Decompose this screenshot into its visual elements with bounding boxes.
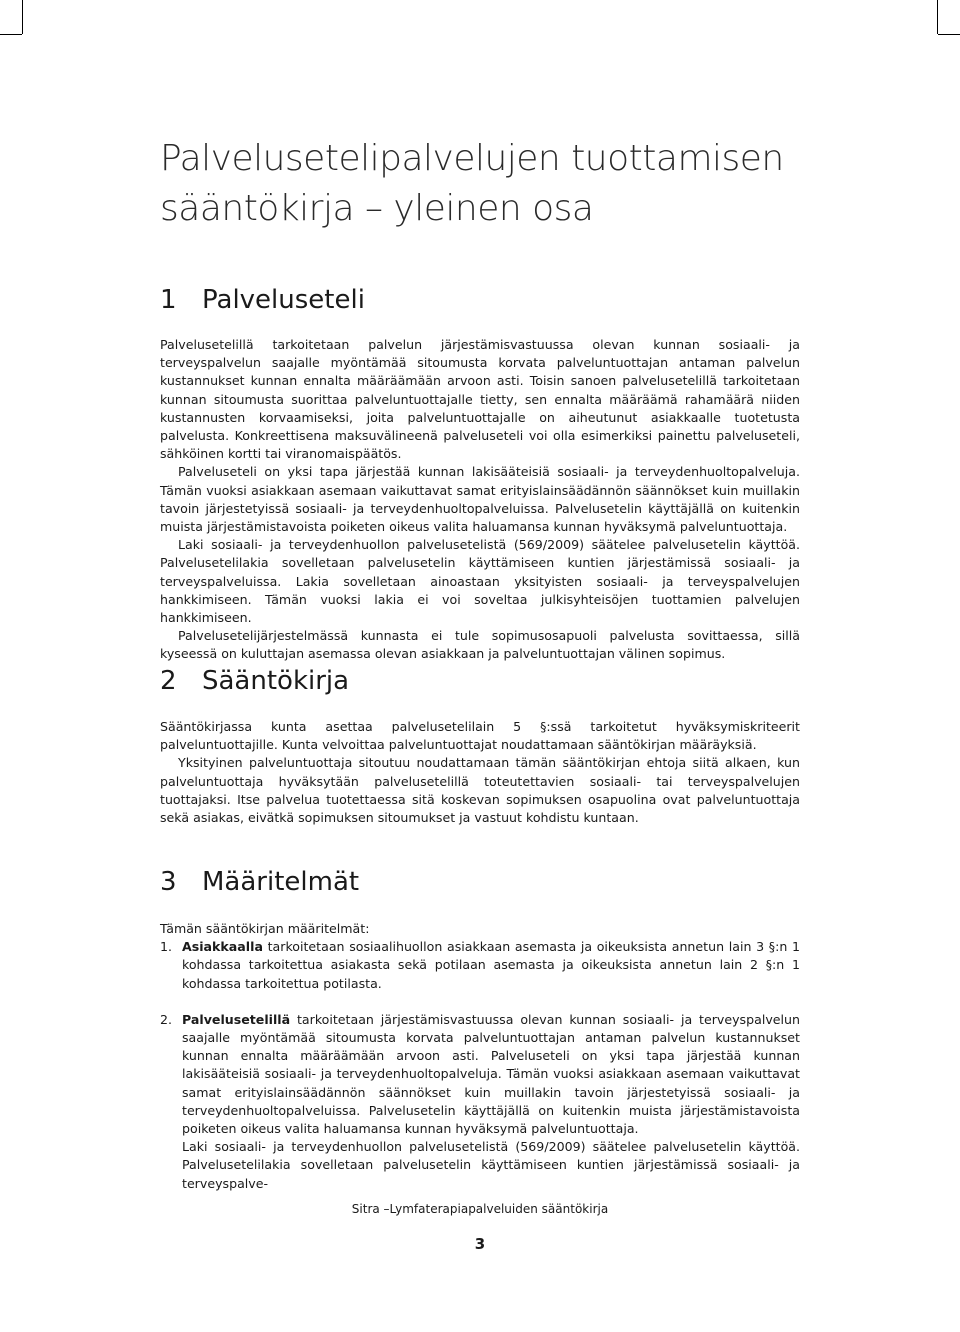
definition-term: Palvelusetelillä [182,1011,291,1027]
section-heading-3 [160,865,359,899]
page-number: 3 [474,1235,486,1253]
section-title: Palveluseteli [202,285,365,315]
footer-source: Sitra –Lymfaterapiapalveluiden sääntökirja [351,1202,609,1216]
definition-text: tarkoitetaan sosiaalihuollon asiakkaan asemasta ja oikeuksista annetun lain 3 §:n 1 kohdassa tarkoitettua asiakasta sekä potilaan asemasta ja oikeuksista annetun lain 2 §:n 1 kohdassa tarkoitettua potilasta. [182,939,800,991]
definition-term: Asiakkaalla [182,939,263,955]
list-item [160,1011,800,1193]
section-title: Määritelmät [202,867,360,897]
section-heading-1 [160,283,365,317]
section-number: 1 [160,285,177,315]
crop-mark-top-right-vertical [937,0,938,34]
crop-mark-top-left-vertical [22,0,23,34]
paragraph: Palvelusetelillä tarkoitetaan palvelun järjestämisvastuussa olevan kunnan sosiaali- ja terveyspalvelun saajalle myöntämää sitoumusta korvata palveluntuottajan antaman palvelun kustannukset kunnan ennalta määräämään arvoon asti. Toisin sanoen palvelusetelillä tarkoitetaan kunnan sitoumusta suorittaa palveluntuottajalle tietty, sen ennalta määräämä rahamäärä niiden kustannusten korvaamiseksi, joita palveluntuottajalle on aiheutunut asiakkaalle tuotetusta palvelusta. Konkreettisena maksuvälineenä palveluseteli voi olla esimerkiksi painettu palveluseteli, sähköinen kortti tai viranomaispäätös. [160,337,800,462]
section-body-3 [160,920,800,1193]
definition-text-continued: Laki sosiaali- ja terveydenhuollon palvelusetelistä (569/2009) säätelee palvelusetelin käyttöä. Palvelusetelilakia sovelletaan palvelusetelin käyttämiseen kuntien järjestämissä sosiaali- ja terveyspalve- [182,1139,800,1191]
paragraph: Laki sosiaali- ja terveydenhuollon palvelusetelistä (569/2009) säätelee palvelusetelin käyttöä. Palvelusetelilakia sovelletaan palvelusetelin käyttämiseen kuntien järjestämissä sosiaali- ja terveyspalveluissa. Lakia sovelletaan ainoastaan yksityisten sosiaali- ja terveyspalvelujen hankkimiseen. Tämän vuoksi lakia ei voi soveltaa julkisyhteisöjen tuottamien palvelujen hankkimiseen. [160,537,800,626]
crop-mark-top-left-horizontal [0,34,22,35]
section-body-1 [160,336,800,664]
paragraph: Yksityinen palveluntuottaja sitoutuu noudattamaan tämän sääntökirjan ehtoja siitä alkaen, kun palveluntuottaja hyväksytään palvelusetelillä toteutettavien sosiaali- tai terveyspalvelujen tuottajaksi. Itse palvelua tuotettaessa sitä koskevan sopimuksen osapuolina ovat palveluntuottaja sekä asiakas, eivätkä sopimuksen sitoumukset ja vastuut kohdistu kuntaan. [160,755,800,826]
section-number: 3 [160,867,177,897]
crop-mark-top-right-horizontal [938,34,960,35]
list-item-number: 1. [160,939,173,955]
page-title-line-2: sääntökirja – yleinen osa [160,188,594,229]
section-body-2 [160,718,800,827]
definition-text: tarkoitetaan järjestämisvastuussa olevan kunnan sosiaali- ja terveyspalvelun saajalle myöntämää sitoumusta korvata palveluntuottajan antaman palvelun kustannukset kunnan ennalta määräämään arvoon asti. Palveluseteli on yksi tapa järjestää kunnan lakisääteisiä sosiaali- ja terveydenhuoltopalveluja. Tämän vuoksi asiakkaan asemaan vaikuttavat samat erityislainsäädännön säännökset kuin muillakin tavoin järjestetyissä sosiaali- ja terveydenhuoltopalveluissa. Palvelusetelin käyttäjällä on kuitenkin muista järjestämistavoista poiketen oikeus valita haluamansa kunnan hyväksymä palveluntuottaja. [182,1011,800,1137]
definitions-list [160,938,800,1193]
list-item [160,938,800,993]
section-title: Sääntökirja [202,666,350,696]
page-title [160,134,860,234]
paragraph: Palvelusetelijärjestelmässä kunnasta ei tule sopimusosapuoli palvelusta sovittaessa, sillä kyseessä on kuluttajan asemassa olevan asiakkaan ja palveluntuottajan välinen sopimus. [160,628,800,662]
page-title-line-1: Palvelusetelipalvelujen tuottamisen [160,138,784,179]
paragraph: Sääntökirjassa kunta asettaa palvelusetelilain 5 §:ssä tarkoitetut hyväksymiskriteerit palveluntuottajille. Kunta velvoittaa palveluntuottajat noudattamaan sääntökirjan määräyksiä. [160,719,800,753]
list-item-number: 2. [160,1011,173,1027]
section-heading-2 [160,664,349,698]
section-number: 2 [160,666,177,696]
paragraph: Palveluseteli on yksi tapa järjestää kunnan lakisääteisiä sosiaali- ja terveydenhuoltopalveluja. Tämän vuoksi asiakkaan asemaan vaikuttavat samat erityislainsäädännön säännökset kuin muillakin tavoin järjestetyissä sosiaali- ja terveydenhuoltopalveluissa. Palvelusetelin käyttäjällä on kuitenkin muista järjestämistavoista poiketen oikeus valita haluamansa kunnan hyväksymä palveluntuottaja. [160,464,800,535]
definitions-intro: Tämän sääntökirjan määritelmät: [160,921,370,936]
